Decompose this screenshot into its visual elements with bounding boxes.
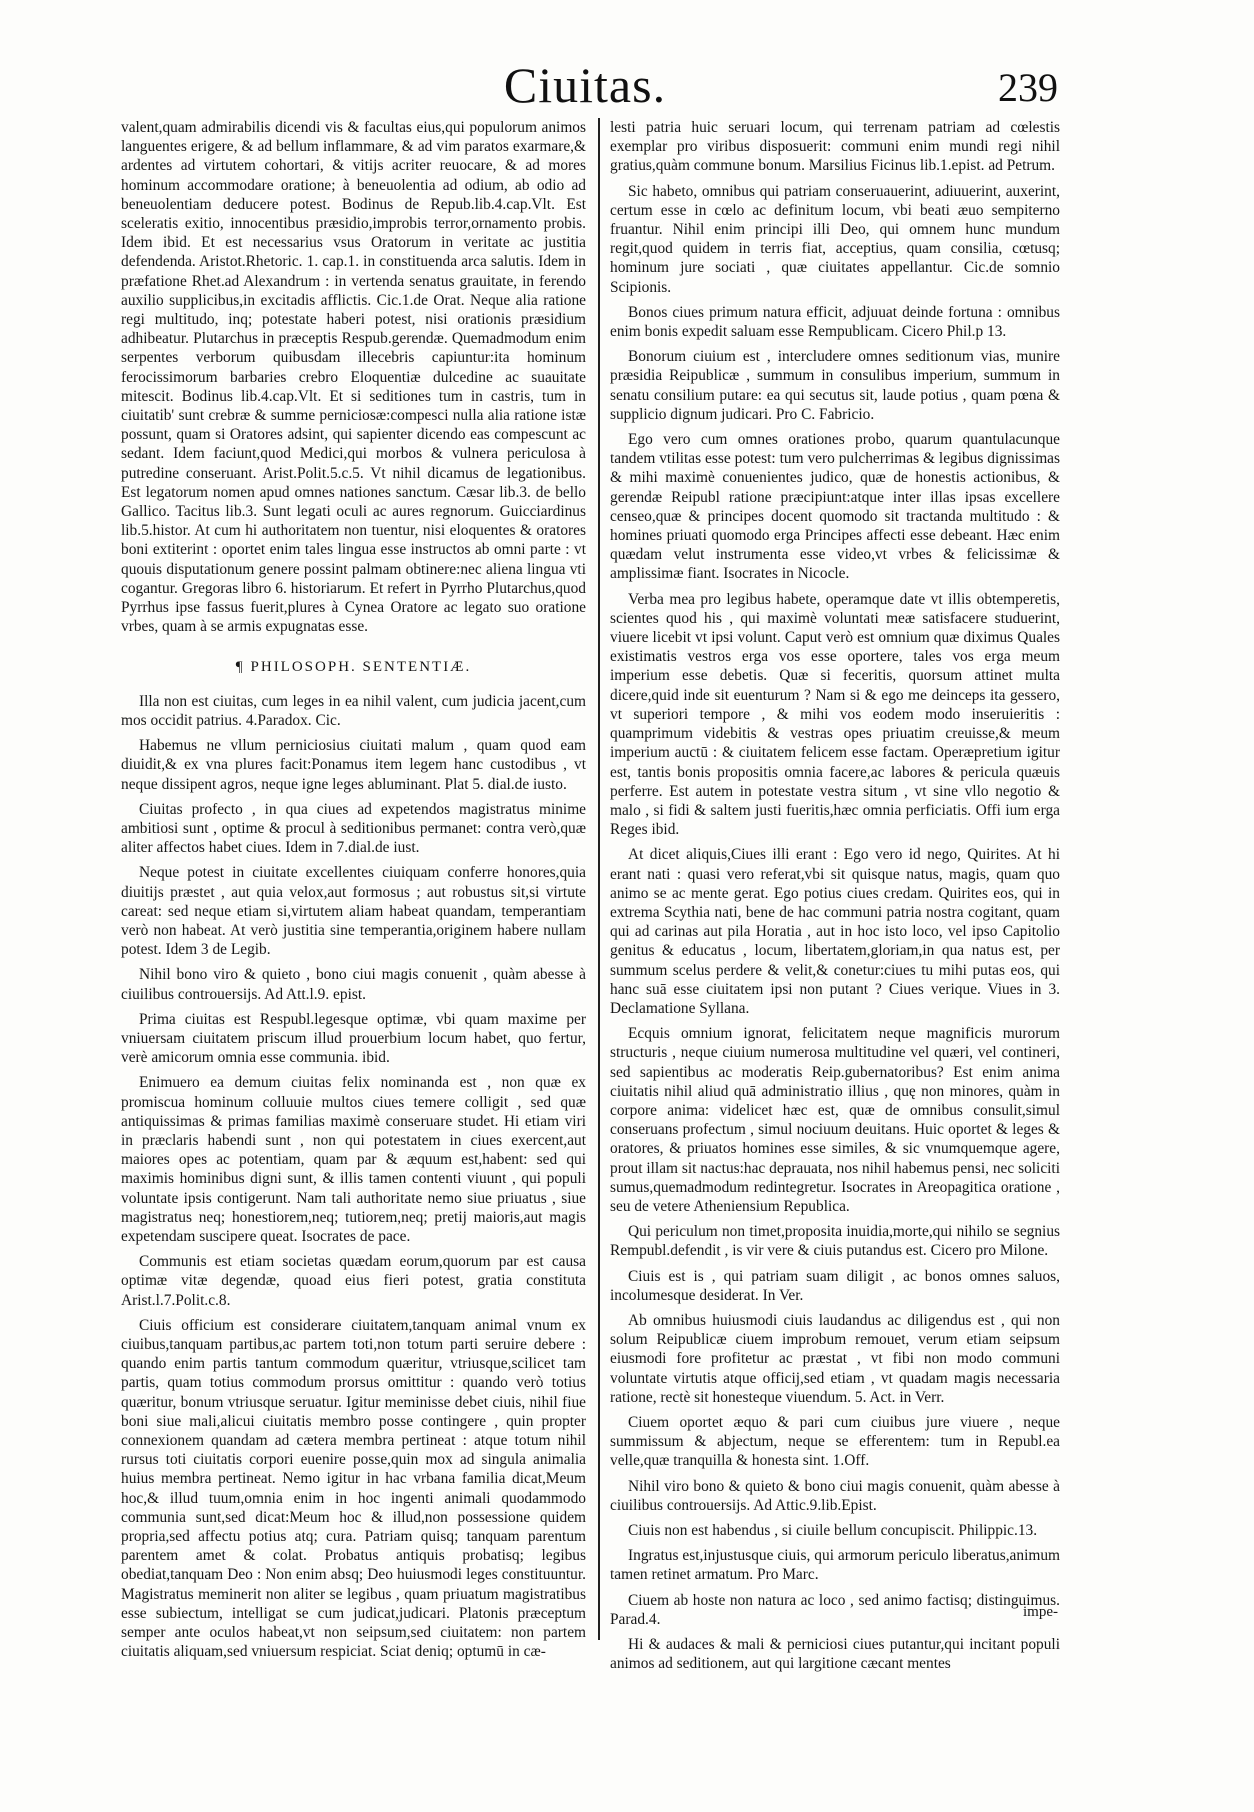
right-paragraph-15: Ingratus est,injustusque ciuis, qui armorum periculo liberatus,animum tamen retinet armatum. Pro Marc. (610, 1547, 1060, 1584)
page-number: 239 (998, 65, 1058, 110)
right-paragraph-5: Ego vero cum omnes orationes probo, quarum quantulacunque tandem vtilitas esse potest: tum vero pulcherrimas & legibus dignissimas & mihi maximè conuenientes judico, quæ de honestis actionibus, & gerendæ Reipubl ratione præcipiunt:atque inter illas ipsas excellere censeo,quæ & principes docent quomodo sit tractanda multitudo : & homines priuati quomodo erga Principes affecti esse debeant. Hæc enim quædam velut instrumenta esse video,vt vrbes & felicissimæ & amplissimæ fiant. Isocrates in Nicocle. (610, 431, 1060, 583)
section-heading (121, 658, 586, 677)
sententia-2: Habemus ne vllum perniciosius ciuitati malum , quam quod eam diuidit,& ex vna plures facit:Ponamus item legem hanc custodibus , vt neque dissipent agros, neque igne leges abluminant. Plat 5. dial.de iusto. (121, 737, 586, 793)
left-column (121, 118, 586, 1667)
sententia-1: Illa non est ciuitas, cum leges in ea nihil valent, cum judicia jacent,cum mos occidit patrius. 4.Paradox. Cic. (121, 692, 586, 729)
section-mark-icon: ¶ (235, 659, 245, 676)
right-paragraph-17: Hi & audaces & mali & perniciosi ciues putantur,qui incitant populi animos ad seditionem, aut qui largitione cæcant mentes (610, 1636, 1060, 1673)
right-paragraph-13: Nihil viro bono & quieto & bono ciui magis conuenit, quàm abesse à ciuilibus controuersijs. Ad Attic.9.lib.Epist. (610, 1477, 1060, 1514)
sententia-4: Neque potest in ciuitate excellentes ciuiquam conferre honores,quia diuitijs præstet , aut quia velox,aut formosus ; aut robustus sit,si virtute careat: sed neque etiam si,virtutem aliam habeat quandam, temperantiam verò non habeat. At verò justitia sine temperantia,originem habere nullam potest. Idem 3 de Legib. (121, 864, 586, 959)
column-divider (598, 118, 600, 1640)
sententia-3: Ciuitas profecto , in qua ciues ad expetendos magistratus minime ambitiosi sunt , optime & procul à seditionibus permanet: contra verò,quæ aliter affectos habet ciues. Idem in 7.dial.de iust. (121, 800, 586, 857)
sententia-5: Nihil bono viro & quieto , bono ciui magis conuenit , quàm abesse à ciuilibus controuersijs. Ad Att.l.9. epist. (121, 966, 586, 1003)
right-paragraph-11: Ab omnibus huiusmodi ciuis laudandus ac diligendus est , qui non solum Reipublicæ ciuem improbum remouet, verum etiam seipsum eiusmodi fore profitetur ac præstat , vt fibi non modo communi voluntate virtutis atque officij,sed etiam , vt quadam magis necessaria ratione, rectè sit honesteque viuendum. 5. Act. in Verr. (610, 1311, 1060, 1406)
right-paragraph-1: lesti patria huic seruari locum, qui terrenam patriam ad cœlestis exemplar pro viribus disposuerit: communi enim mundi regi nihil gratius,quàm commune bonum. Marsilius Ficinus lib.1.epist. ad Petrum. (610, 119, 1060, 175)
right-paragraph-3: Bonos ciues primum natura efficit, adjuuat deinde fortuna : omnibus enim bonis expedit saluam esse Rempublicam. Cicero Phil.p 13. (610, 303, 1060, 341)
running-title: Ciuitas. (503, 57, 667, 113)
right-paragraph-6: Verba mea pro legibus habete, operamque date vt illis obtemperetis, scientes quod his , qui maximè voluntati meæ satisfacere studuerint, viuere licebit vt ipsi volunt. Caput verò est omnium quæ diximus Quales existimatis vestros erga vos esse oportere, tales vos erga meum imperium esse debetis. Quæ si feceritis, quorsum attinet multa dicere,quid inde sit euenturum ? Nam si & ego me deinceps ita gessero, vt superiori tempore , & mihi vos eodem modo inseruieritis : quamprimum videbitis & vestras opes priuatim creuisse,& meum imperium auctū : & ciuitatem felicem esse factam. Operæpretium igitur est, tantis bonis propositis omnia facere,ac labores & pericula quæuis perferre. Est autem in potestate vestra situm , vt sine vllo negotio & malo , si fidi & saltem justi fueritis,hæc omnia perficiatis. Offi ium erga Reges ibid. (610, 590, 1060, 839)
right-paragraph-9: Qui periculum non timet,proposita inuidia,morte,qui nihilo se segnius Rempubl.defendit , is vir vere & ciuis putandus est. Cicero pro Milone. (610, 1223, 1060, 1260)
catchword: impe- (1023, 1604, 1058, 1620)
left-paragraph-1: valent,quam admirabilis dicendi vis & facultas eius,qui populorum animos languentes erigere, & ad bellum inflammare, & ad vim paratos exarmare,& ardentes ad virtutem cohortari, & vitijs acriter reuocare, & ad mores hominum accommodare oratione; à beneuolentia ad odium, ab odio ad beneuolentiam deducere potest. Bodinus de Repub.lib.4.cap.Vlt. Est sceleratis exitio, innocentibus præsidio,improbis terror,ornamento probis. Idem ibid. Et est necessarius vsus Oratorum in veritate ac justitia defendenda. Aristot.Rhetoric. 1. cap.1. in constituenda arca salutis. Idem in præfatione Rhet.ad Alexandrum : in vertenda senatus grauitate, in ferendo auxilio supplicibus,in excitadis afflictis. Cic.1.de Orat. Neque alia ratione regi multitudo, inq; potestate haberi potest, nisi orationis præsidium adhibeatur. Plutarchus in præceptis Respub.gerendæ. Quemadmodum enim serpentes verborum quibusdam illecebris capiuntur:ita hominum ferocissimorum barbaries crebro Eloquentiæ dulcedine ac suauitate mitescit. Bodinus lib.4.cap.Vlt. Et si seditiones tum in castris, tum in ciuitatib' sunt crebræ & summe perniciosæ:compesci nulla alia ratione istæ possunt, quam si Oratores adsint, qui sapienter dicendo eas compescunt ac sedant. Idem faciunt,quod Medici,qui morbos & vulnera periculosa à putredine conseruant. Arist.Polit.5.c.5. Vt nihil dicamus de legationibus. Est legatorum nomen apud omnes nationes sanctum. Cæsar lib.3. de bello Gallico. Tacitus lib.3. Sunt legati oculi ac aures regnorum. Guicciardinus lib.5.histor. At cum hi authoritatem non tuentur, nisi eloquentes & oratores boni extiterint : oportet enim tales lingua esse instructos ab omni parte : vt quouis disputationum genere possint palmam obtinere:nec aliena lingua vti cogantur. Gregoras libro 6. historiarum. Et refert in Pyrrho Plutarchus,quod Pyrrhus ipse fassus fuerit,plures à Cynea Oratore ac legato suo oratione vrbes, quam à se armis expugnatas esse. (121, 119, 586, 636)
sententia-7: Enimuero ea demum ciuitas felix nominanda est , non quæ ex promiscua hominum colluuie multos ciues temere colligit , sed quæ antiquissimas & primas familias maximè conseruare studet. Hi etiam viri in præclaris habendi sunt , non qui potestatem in ciues exercent,aut maiores opes ac potentiam, quam par & æquum est,habent: sed qui maximis hominibus digni sunt, & illis tamen contenti viuunt , qui populi voluntate ipsis contigerunt. Nam tali authoritate nemo siue priuatus , siue magistratus neq; honestiorem,neq; tutiorem,neq; pretij maioris,aut magis expetendam suscipere queat. Isocrates de pace. (121, 1074, 586, 1245)
right-paragraph-12: Ciuem oportet æquo & pari cum ciuibus jure viuere , neque summissum & abjectum, neque se efferentem: tum in Republ.ea velle,quæ tranquilla & honesta sint. 1.Off. (610, 1414, 1060, 1470)
sententia-8: Communis est etiam societas quædam eorum,quorum par est causa optimæ vitæ degendæ, quoad eius fieri potest, gratia constituta Arist.l.7.Polit.c.8. (121, 1253, 586, 1309)
right-paragraph-8: Ecquis omnium ignorat, felicitatem neque magnificis murorum structuris , neque ciuium numerosa multitudine vel quæri, vel contineri, sed sapientibus ac moderatis Reip.gubernatoribus? Est enim anima ciuitatis nihil aliud quā administratio illius , quę non minores, quàm in corpore anima: videlicet hæc est, quæ de omnibus consulit,simul conseruans profectum , simul nociuum deuitans. Huic oportet & leges & oratores, & priuatos homines esse similes, & sic vnumquemque agere, prout illam sit nactus:hac deprauata, nos nihil habemus pensi, nec soliciti sumus,quemadmodum redintegretur. Isocrates in Areopagitica oratione , seu de vetere Atheniensium Republica. (610, 1025, 1060, 1215)
sententia-9: Ciuis officium est considerare ciuitatem,tanquam animal vnum ex ciuibus,tanquam partibus,ac partem toti,non totum parti seruire debere : quando enim partis tantum commodum quæritur, vtriusque,scilicet tam partis, quam totius commodum prorsus omittitur : quando verò totius quæritur, bonum vtriusque seruatur. Igitur meminisse debet ciuis, nihil fiue boni siue mali,alicui ciuitatis membro posse contingere , quin propter connexionem quandam ad cætera membra pertineat : atque totum nihil rursus toti ciuitatis corpori euenire posse,quin mox ad singula animalia huius membra pertineat. Nemo igitur in hac vrbana familia dicat,Meum hoc,& illud tuum,omnia enim in hoc ingenti animali quodammodo communia sunt,sed dicat:Meum hoc & illud,non possessione quidem propria,sed affectu potius atq; cura. Patriam quisq; tanquam parentum parentem amet & colat. Probatus antiquis probatisq; legibus obediat,tanquam Deo : Non enim absq; Deo huiusmodi leges constituuntur. Magistratus meminerit non aliter se legibus , quam priuatum magistratibus esse subiectum, intelligat se cum judicat,judicari. Platonis præceptum semper ante oculos habeat,vt non seipsum,sed ciuitatem: non partem ciuitatis aliquam,sed vniuersum respiciat. Sciat deniq; optumū in cæ- (121, 1316, 586, 1661)
right-paragraph-10: Ciuis est is , qui patriam suam diligit , ac bonos omnes saluos, incolumesque desiderat. In Ver. (610, 1267, 1060, 1304)
right-paragraph-7: At dicet aliquis,Ciues illi erant : Ego vero id nego, Quirites. At hi erant nati : quasi vero referat,vbi sit quisque natus, magis, quam quo animo se ac mente gerat. Ego potius ciues credam. Quirites eos, qui in extrema Scythia nati, bene de hac communi patria nostra cogitant, quam qui ad carinas aut pila Horatia , aut in hoc isto loco, vel ipso Capitolio genitus & educatus , locum, libertatem,gloriam,in qua natus est, per summum scelus perdere & velit,& conetur:ciues tu mihi putas eos, qui hanc suā esse ciuitatem ipsi non putant ? Ciues verique. Viues in 3. Declamatione Syllana. (610, 846, 1060, 1017)
running-head (120, 48, 1058, 118)
sententia-6: Prima ciuitas est Respubl.legesque optimæ, vbi quam maxime per vniuersam ciuitatem priscum illud prouerbium locum habet, quo fertur, verè amicorum omnia esse communia. ibid. (121, 1010, 586, 1067)
right-paragraph-14: Ciuis non est habendus , si ciuile bellum concupiscit. Philippic.13. (628, 1522, 1038, 1540)
right-paragraph-4: Bonorum ciuium est , intercludere omnes seditionum vias, munire præsidia Reipublicæ , summum in consulibus imperium, summum in senatu consilium putare: ea qui secutus sit, laude potius , quam pœna & supplicio dignum judicari. Pro C. Fabricio. (610, 348, 1060, 423)
right-paragraph-2: Sic habeto, omnibus qui patriam conseruauerint, adiuuerint, auxerint, certum esse in cœlo ac definitum locum, vbi beati æuo sempiterno fruantur. Nihil enim principi illi Deo, qui omnem hunc mundum regit,quod quidem in terris fiat, acceptius, quam consilia, cœtusq; hominum jure sociati , quæ ciuitates appellantur. Cic.de somnio Scipionis. (610, 182, 1060, 296)
right-column (610, 118, 1060, 1679)
section-heading-text: PHILOSOPH. SENTENTIÆ. (250, 659, 472, 676)
right-paragraph-16: Ciuem ab hoste non natura ac loco , sed animo factisq; distinguimus. Parad.4. (610, 1591, 1060, 1628)
